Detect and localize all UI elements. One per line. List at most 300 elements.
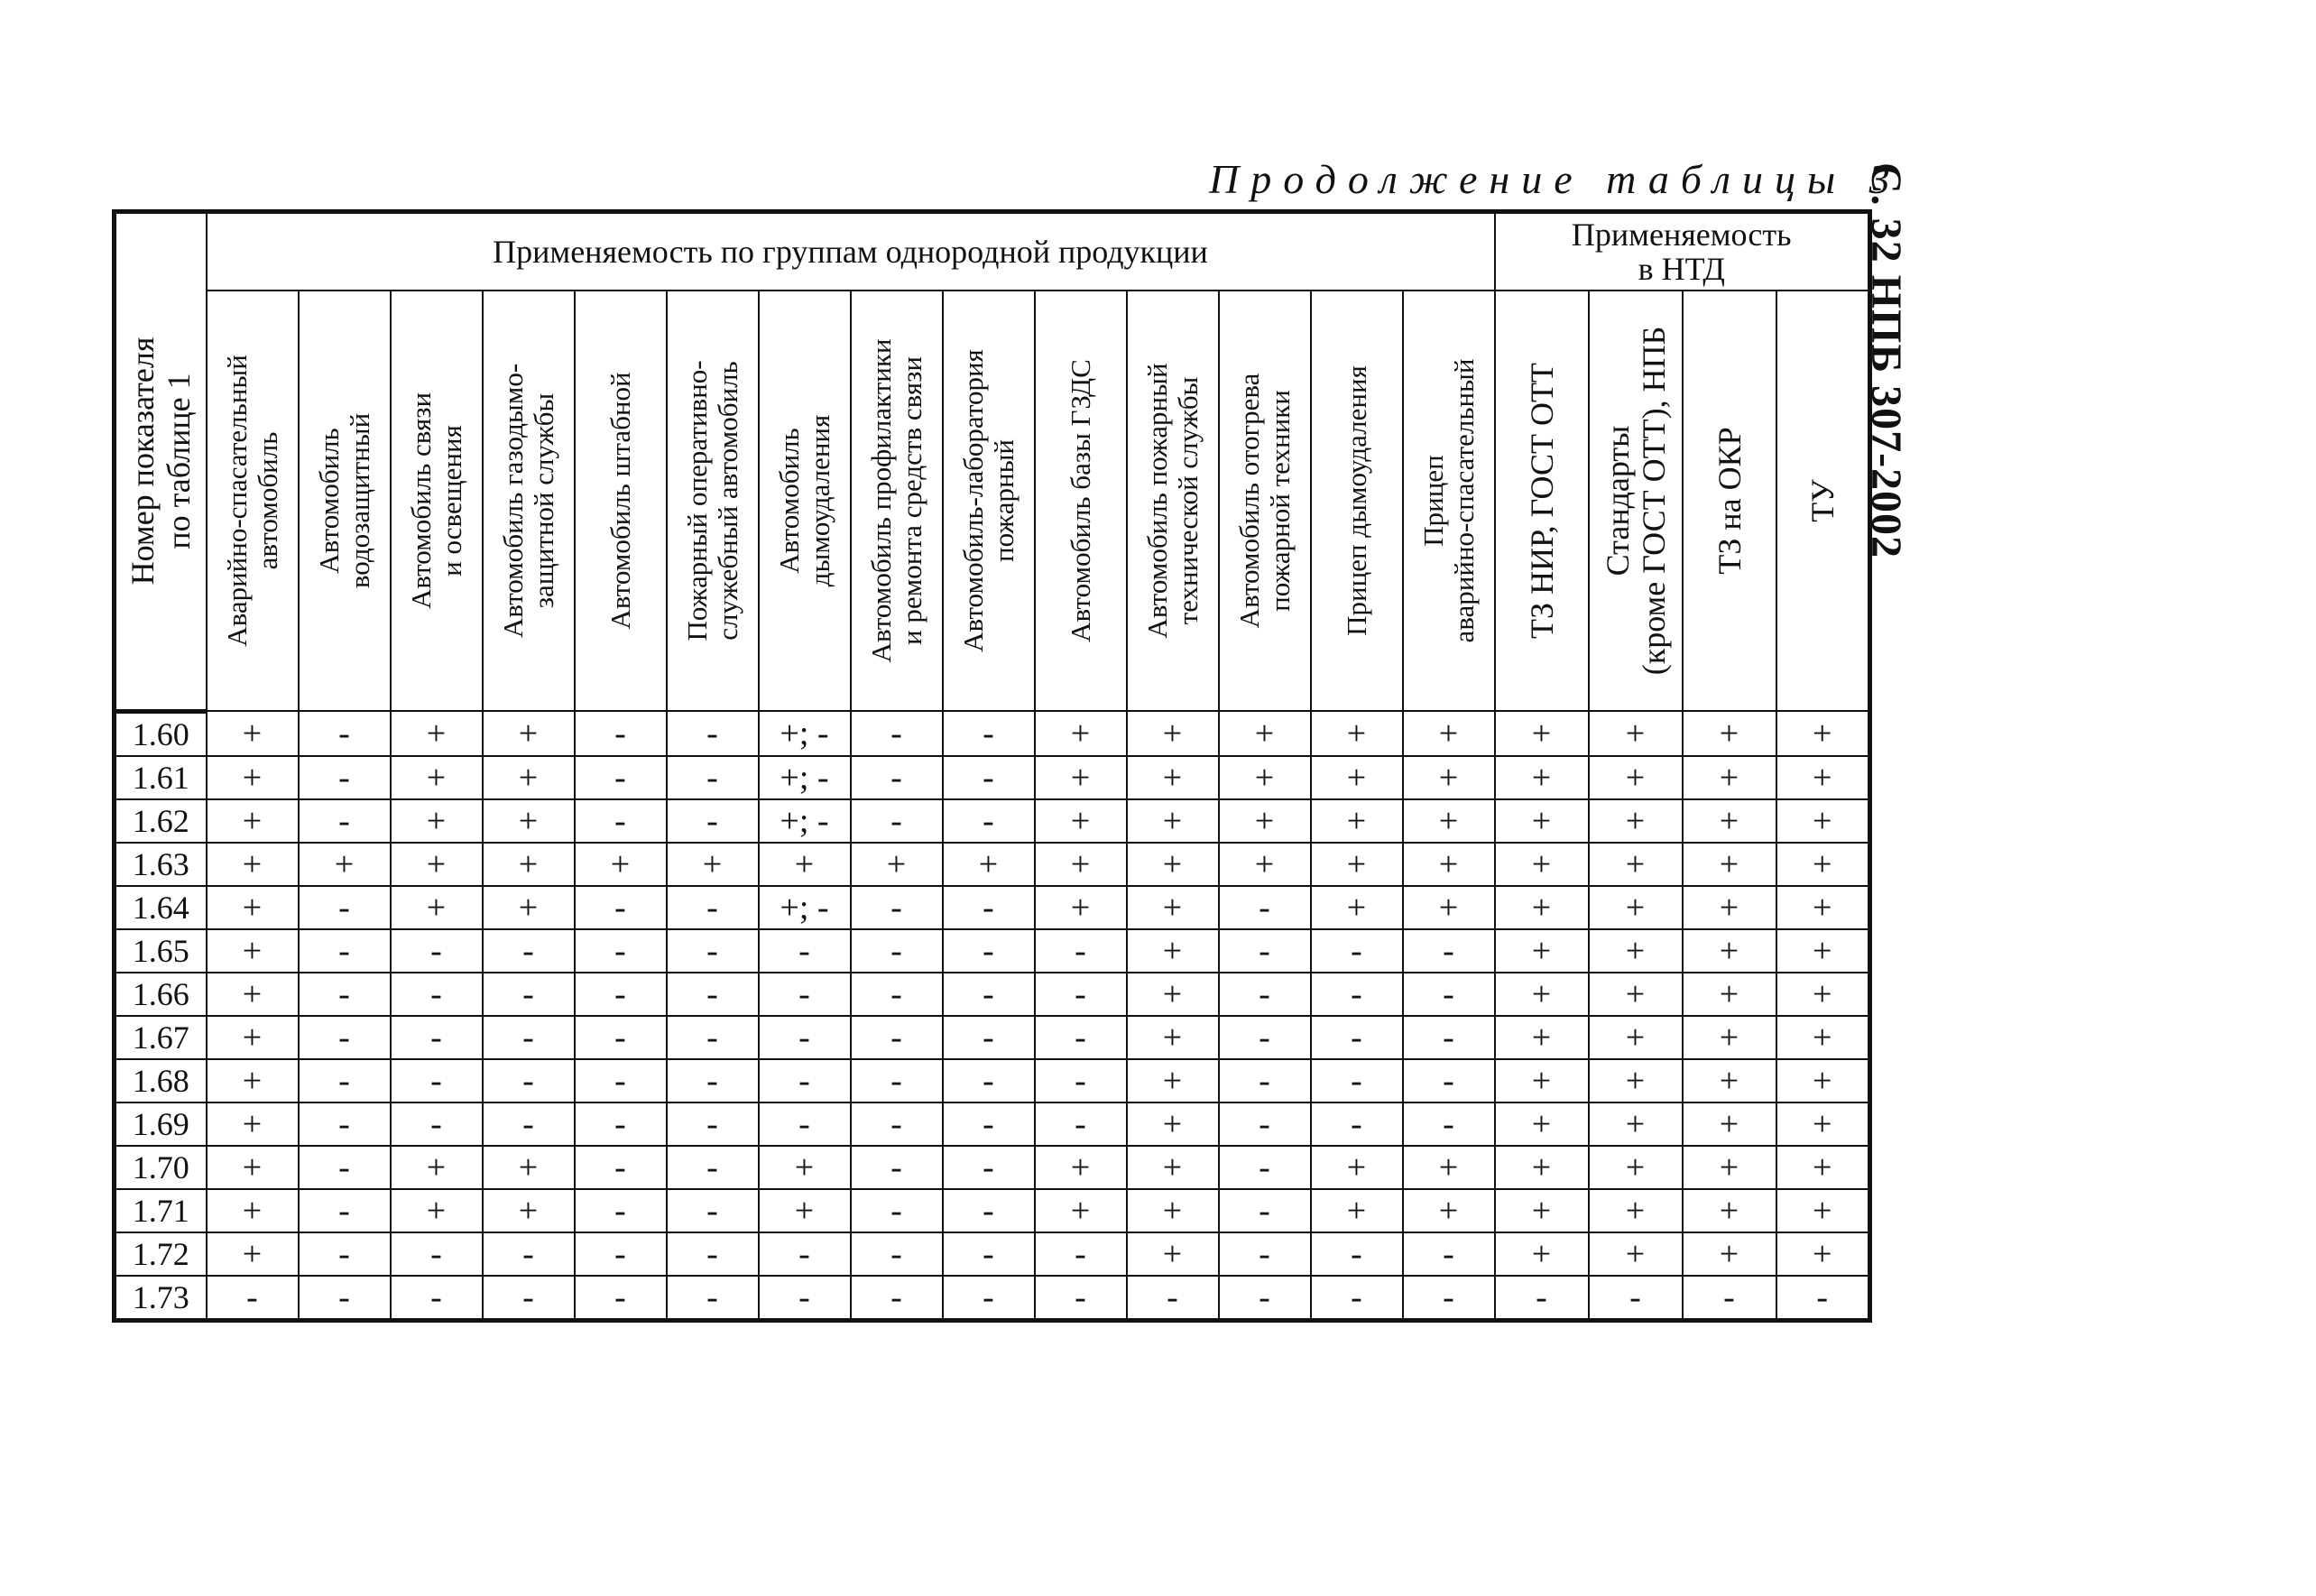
table-cell: + <box>1219 799 1311 843</box>
table-cell: - <box>1035 1016 1127 1059</box>
column-header-label: ТЗ на ОКР <box>1711 427 1748 575</box>
table-cell: - <box>575 1189 667 1232</box>
column-header-label: Автомобиль-лаборатория пожарный <box>956 349 1020 652</box>
table-cell: - <box>667 1189 759 1232</box>
table-cell: +; - <box>759 756 851 799</box>
table-cell: + <box>1776 929 1870 973</box>
table-cell: + <box>391 799 483 843</box>
table-cell: + <box>391 843 483 886</box>
column-header-label: Аварийно-спасательный автомобиль <box>220 355 283 647</box>
row-number: 1.63 <box>115 843 207 886</box>
table-cell: + <box>1776 756 1870 799</box>
table-cell: - <box>851 711 943 756</box>
table-cell: + <box>1311 756 1403 799</box>
table-cell: - <box>1311 1016 1403 1059</box>
row-number: 1.60 <box>115 711 207 756</box>
column-header-label: ТУ <box>1804 479 1841 522</box>
table-cell: - <box>851 799 943 843</box>
table-cell: - <box>1035 1102 1127 1146</box>
table-cell: + <box>1127 929 1219 973</box>
table-cell: - <box>483 1102 575 1146</box>
table-cell: - <box>851 1102 943 1146</box>
table-cell: - <box>575 1232 667 1276</box>
table-cell: - <box>667 799 759 843</box>
table-cell: + <box>1589 799 1683 843</box>
table-cell: + <box>1127 886 1219 929</box>
column-header-label: Прицеп дымоудаления <box>1340 365 1372 636</box>
column-header <box>1683 291 1776 711</box>
column-header <box>1776 291 1870 711</box>
table-cell: - <box>299 1016 391 1059</box>
table-cell: + <box>1683 1189 1776 1232</box>
table-cell: - <box>943 1146 1035 1189</box>
table-cell: + <box>1776 886 1870 929</box>
table-cell: + <box>483 756 575 799</box>
row-number: 1.73 <box>115 1276 207 1321</box>
table-cell: + <box>207 1189 299 1232</box>
group-header-products: Применяемость по группам однородной продукции <box>207 212 1495 291</box>
table-cell: - <box>759 973 851 1016</box>
row-number: 1.68 <box>115 1059 207 1102</box>
table-cell: + <box>1495 756 1589 799</box>
table-cell: + <box>1495 1059 1589 1102</box>
column-header <box>1589 291 1683 711</box>
table-row <box>115 711 1870 756</box>
column-header <box>1035 291 1127 711</box>
table-cell: - <box>1683 1276 1776 1321</box>
column-header-label: Прицеп аварийно-спасательный <box>1416 358 1480 643</box>
table-cell: - <box>1035 1276 1127 1321</box>
row-number: 1.61 <box>115 756 207 799</box>
table-cell: - <box>667 1059 759 1102</box>
table-cell: - <box>483 929 575 973</box>
table-cell: + <box>1683 973 1776 1016</box>
table-cell: + <box>1589 711 1683 756</box>
column-header <box>759 291 851 711</box>
table-row <box>115 1232 1870 1276</box>
table-cell: + <box>1035 886 1127 929</box>
table-cell: - <box>575 1059 667 1102</box>
table-cell: - <box>391 1276 483 1321</box>
table-cell: - <box>667 1276 759 1321</box>
table-cell: + <box>1495 843 1589 886</box>
row-number: 1.65 <box>115 929 207 973</box>
table-cell: + <box>1127 756 1219 799</box>
table-cell: + <box>1776 1102 1870 1146</box>
table-cell: + <box>207 886 299 929</box>
table-cell: + <box>1403 756 1495 799</box>
table-cell: - <box>575 711 667 756</box>
table-cell: - <box>759 1276 851 1321</box>
table-cell: - <box>667 973 759 1016</box>
column-header <box>1495 291 1589 711</box>
table-cell: - <box>575 1276 667 1321</box>
column-header-row <box>115 291 1870 711</box>
table-cell: + <box>1589 886 1683 929</box>
table-cell: + <box>1495 1232 1589 1276</box>
table-cell: + <box>1403 1146 1495 1189</box>
table-cell: + <box>207 973 299 1016</box>
table-cell: + <box>483 843 575 886</box>
table-cell: + <box>667 843 759 886</box>
column-header <box>299 291 391 711</box>
table-cell: - <box>1311 1102 1403 1146</box>
table-cell: - <box>299 1189 391 1232</box>
table-cell: - <box>575 756 667 799</box>
table-cell: + <box>207 756 299 799</box>
table-cell: + <box>207 1016 299 1059</box>
table-cell: + <box>1776 1189 1870 1232</box>
table-cell: + <box>1495 799 1589 843</box>
table-cell: - <box>483 1232 575 1276</box>
table-cell: - <box>299 886 391 929</box>
table-cell: + <box>1403 843 1495 886</box>
table-row <box>115 1276 1870 1321</box>
table-cell: - <box>1219 929 1311 973</box>
table-cell: + <box>1127 1146 1219 1189</box>
table-row <box>115 756 1870 799</box>
table-cell: + <box>1589 1232 1683 1276</box>
column-header <box>391 291 483 711</box>
table-cell: - <box>759 1059 851 1102</box>
table-cell: + <box>1683 711 1776 756</box>
table-cell: +; - <box>759 886 851 929</box>
table-cell: - <box>299 1059 391 1102</box>
table-cell: - <box>207 1276 299 1321</box>
table-cell: + <box>1589 973 1683 1016</box>
table-cell: - <box>667 1232 759 1276</box>
column-header <box>1311 291 1403 711</box>
table-cell: - <box>1589 1276 1683 1321</box>
table-cell: + <box>851 843 943 886</box>
continuation-caption: Продолжение таблицы 3 <box>1209 156 1902 202</box>
table-cell: + <box>1495 1102 1589 1146</box>
table-row <box>115 1102 1870 1146</box>
table-cell: + <box>1589 1059 1683 1102</box>
table-cell: - <box>1495 1276 1589 1321</box>
table-cell: + <box>1589 1102 1683 1146</box>
table-cell: + <box>1127 711 1219 756</box>
table-cell: + <box>1495 1189 1589 1232</box>
row-number: 1.62 <box>115 799 207 843</box>
table-cell: + <box>1683 756 1776 799</box>
table-cell: + <box>391 711 483 756</box>
table-cell: + <box>1035 1146 1127 1189</box>
table-cell: - <box>1035 1232 1127 1276</box>
table-cell: - <box>943 1276 1035 1321</box>
table-cell: +; - <box>759 711 851 756</box>
table-cell: + <box>1495 886 1589 929</box>
table-cell: + <box>1403 1189 1495 1232</box>
table-cell: - <box>483 1059 575 1102</box>
table-cell: + <box>1495 973 1589 1016</box>
column-header-label: Стандарты (кроме ГОСТ ОТТ), НПБ <box>1599 326 1672 676</box>
table-cell: + <box>1776 1232 1870 1276</box>
table-cell: - <box>299 1102 391 1146</box>
table-cell: - <box>391 1102 483 1146</box>
table-cell: - <box>851 1146 943 1189</box>
row-number: 1.70 <box>115 1146 207 1189</box>
table-cell: - <box>391 973 483 1016</box>
row-number: 1.72 <box>115 1232 207 1276</box>
table-cell: - <box>299 1276 391 1321</box>
table-cell: + <box>1683 929 1776 973</box>
table-cell: + <box>1495 711 1589 756</box>
table-cell: - <box>391 1016 483 1059</box>
table-cell: - <box>1311 1276 1403 1321</box>
row-number: 1.66 <box>115 973 207 1016</box>
table-cell: - <box>299 929 391 973</box>
table-cell: + <box>1495 929 1589 973</box>
table-cell: - <box>299 1232 391 1276</box>
table-cell: - <box>851 929 943 973</box>
row-number: 1.67 <box>115 1016 207 1059</box>
table-cell: + <box>1776 1146 1870 1189</box>
table-cell: - <box>391 1059 483 1102</box>
row-number: 1.69 <box>115 1102 207 1146</box>
table-row <box>115 1146 1870 1189</box>
table-cell: + <box>1589 1189 1683 1232</box>
table-cell: - <box>299 756 391 799</box>
column-header-label: Автомобиль штабной <box>604 372 636 630</box>
table-cell: - <box>667 711 759 756</box>
table-cell: + <box>1683 843 1776 886</box>
table-cell: + <box>483 886 575 929</box>
table-cell: - <box>1403 1276 1495 1321</box>
table-cell: - <box>1403 929 1495 973</box>
page-side-header: С. 32 НПБ 307-2002 <box>1862 162 1910 559</box>
table-cell: - <box>1219 1189 1311 1232</box>
table-cell: + <box>391 886 483 929</box>
table-cell: - <box>575 886 667 929</box>
table-cell: - <box>1311 1232 1403 1276</box>
table-cell: - <box>851 1059 943 1102</box>
table-cell: - <box>299 1146 391 1189</box>
table-cell: - <box>1311 1059 1403 1102</box>
table-cell: + <box>759 1146 851 1189</box>
table-cell: - <box>943 1102 1035 1146</box>
column-header <box>207 291 299 711</box>
table-cell: + <box>1683 886 1776 929</box>
table-cell: + <box>1311 1189 1403 1232</box>
table-cell: + <box>391 756 483 799</box>
table-cell: - <box>1403 1059 1495 1102</box>
table-cell: - <box>943 1059 1035 1102</box>
table-cell: + <box>1127 1189 1219 1232</box>
column-header <box>483 291 575 711</box>
table-cell: - <box>1035 1059 1127 1102</box>
table-cell: - <box>851 1016 943 1059</box>
table-cell: + <box>1683 1232 1776 1276</box>
table-cell: + <box>1311 1146 1403 1189</box>
table-cell: + <box>943 843 1035 886</box>
table-cell: + <box>207 843 299 886</box>
table-cell: - <box>1219 886 1311 929</box>
table-cell: + <box>1589 756 1683 799</box>
table-cell: - <box>667 1016 759 1059</box>
table-cell: - <box>943 1189 1035 1232</box>
table-cell: + <box>207 711 299 756</box>
table-cell: + <box>1403 886 1495 929</box>
table-cell: + <box>207 1232 299 1276</box>
table-cell: - <box>1219 1232 1311 1276</box>
table-cell: - <box>1776 1276 1870 1321</box>
table-cell: - <box>851 1189 943 1232</box>
table-cell: - <box>943 1232 1035 1276</box>
table-cell: - <box>483 1276 575 1321</box>
column-header-label: Автомобиль пожарный технической службы <box>1140 363 1204 639</box>
column-header <box>1219 291 1311 711</box>
table-cell: - <box>1403 1232 1495 1276</box>
table-cell: + <box>1127 973 1219 1016</box>
table-cell: + <box>1403 711 1495 756</box>
table-cell: + <box>391 1189 483 1232</box>
table-row <box>115 843 1870 886</box>
table-cell: - <box>943 1016 1035 1059</box>
table-row <box>115 1189 1870 1232</box>
table-cell: + <box>1311 711 1403 756</box>
table-cell: + <box>1683 1102 1776 1146</box>
table-cell: + <box>1776 973 1870 1016</box>
table-cell: - <box>1403 973 1495 1016</box>
table-cell: + <box>1403 799 1495 843</box>
table-cell: - <box>1219 1059 1311 1102</box>
table-cell: - <box>943 756 1035 799</box>
table-cell: - <box>1311 973 1403 1016</box>
table-cell: - <box>759 1102 851 1146</box>
table-cell: + <box>1776 843 1870 886</box>
table-cell: - <box>943 711 1035 756</box>
column-header <box>667 291 759 711</box>
table-cell: - <box>943 799 1035 843</box>
table-cell: - <box>575 1146 667 1189</box>
table-cell: + <box>1311 886 1403 929</box>
table-cell: + <box>1683 799 1776 843</box>
table-cell: + <box>483 711 575 756</box>
table-row <box>115 929 1870 973</box>
column-header-label: Автомобиль газодымо- защитной службы <box>496 363 559 639</box>
table-cell: - <box>391 1232 483 1276</box>
table-cell: - <box>943 929 1035 973</box>
table-cell: +; - <box>759 799 851 843</box>
table-cell: - <box>851 756 943 799</box>
table-row <box>115 1016 1870 1059</box>
table-cell: + <box>1589 843 1683 886</box>
table-cell: + <box>1776 799 1870 843</box>
table-cell: + <box>1127 799 1219 843</box>
table-cell: + <box>575 843 667 886</box>
table-cell: - <box>1219 1016 1311 1059</box>
table-cell: - <box>1035 929 1127 973</box>
table-cell: - <box>575 929 667 973</box>
table-cell: + <box>207 1102 299 1146</box>
row-number: 1.64 <box>115 886 207 929</box>
table-cell: + <box>1127 1102 1219 1146</box>
table-row <box>115 973 1870 1016</box>
table-cell: - <box>667 1146 759 1189</box>
table-cell: + <box>1776 1059 1870 1102</box>
column-header-label: ТЗ НИР, ГОСТ ОТТ <box>1523 363 1560 639</box>
table-cell: + <box>1035 1189 1127 1232</box>
column-header <box>851 291 943 711</box>
table-cell: + <box>1219 756 1311 799</box>
table-cell: - <box>575 1016 667 1059</box>
table-cell: - <box>667 756 759 799</box>
table-cell: + <box>1035 756 1127 799</box>
table-cell: - <box>1219 1146 1311 1189</box>
table-cell: + <box>1219 843 1311 886</box>
table-cell: + <box>1776 1016 1870 1059</box>
table-cell: - <box>1219 1102 1311 1146</box>
table-cell: + <box>299 843 391 886</box>
table-cell: - <box>483 973 575 1016</box>
column-header-label: Автомобиль связи и освещения <box>404 392 467 610</box>
table-cell: - <box>391 929 483 973</box>
table-cell: + <box>207 929 299 973</box>
corner-cell <box>115 212 207 712</box>
applicability-table <box>112 209 1872 1323</box>
table-cell: + <box>1127 1059 1219 1102</box>
table-cell: - <box>299 973 391 1016</box>
column-header-label: Автомобиль отогрева пожарной техники <box>1232 373 1296 629</box>
table-cell: - <box>667 929 759 973</box>
table-cell: - <box>575 973 667 1016</box>
table-cell: + <box>1683 1146 1776 1189</box>
table-cell: + <box>1495 1016 1589 1059</box>
table-cell: + <box>1035 711 1127 756</box>
table-cell: + <box>1127 1016 1219 1059</box>
table-cell: + <box>759 843 851 886</box>
table-cell: + <box>391 1146 483 1189</box>
table-cell: - <box>851 1276 943 1321</box>
table-row <box>115 1059 1870 1102</box>
table-cell: - <box>851 973 943 1016</box>
column-header-label: Пожарный оперативно- служебный автомобиль <box>680 360 743 641</box>
table-cell: + <box>1776 711 1870 756</box>
table-cell: - <box>1219 1276 1311 1321</box>
table-cell: + <box>1589 929 1683 973</box>
table-cell: + <box>483 799 575 843</box>
column-header-label: Автомобиль базы ГЗДС <box>1064 359 1096 642</box>
table-cell: + <box>1683 1059 1776 1102</box>
table-cell: - <box>1127 1276 1219 1321</box>
table-row <box>115 799 1870 843</box>
table-cell: - <box>851 886 943 929</box>
table-cell: - <box>759 929 851 973</box>
column-header-label: Автомобиль дымоудаления <box>772 414 835 587</box>
table-cell: + <box>759 1189 851 1232</box>
table-cell: + <box>483 1146 575 1189</box>
column-header-label: Автомобиль профилактики и ремонта средств связи <box>864 338 927 663</box>
table-cell: + <box>1311 843 1403 886</box>
table-cell: + <box>1035 799 1127 843</box>
table-cell: + <box>207 1146 299 1189</box>
table-cell: - <box>299 799 391 843</box>
table-cell: + <box>1219 711 1311 756</box>
table-cell: - <box>667 1102 759 1146</box>
table-cell: - <box>1035 973 1127 1016</box>
table-cell: - <box>575 799 667 843</box>
table-cell: - <box>851 1232 943 1276</box>
table-cell: + <box>1589 1146 1683 1189</box>
column-header <box>575 291 667 711</box>
table-cell: + <box>1127 843 1219 886</box>
table-cell: - <box>943 973 1035 1016</box>
column-header-label: Автомобиль водозащитный <box>312 412 375 589</box>
column-header-label: Номер показателя по таблице 1 <box>125 337 198 586</box>
table-row <box>115 886 1870 929</box>
table-cell: + <box>1589 1016 1683 1059</box>
